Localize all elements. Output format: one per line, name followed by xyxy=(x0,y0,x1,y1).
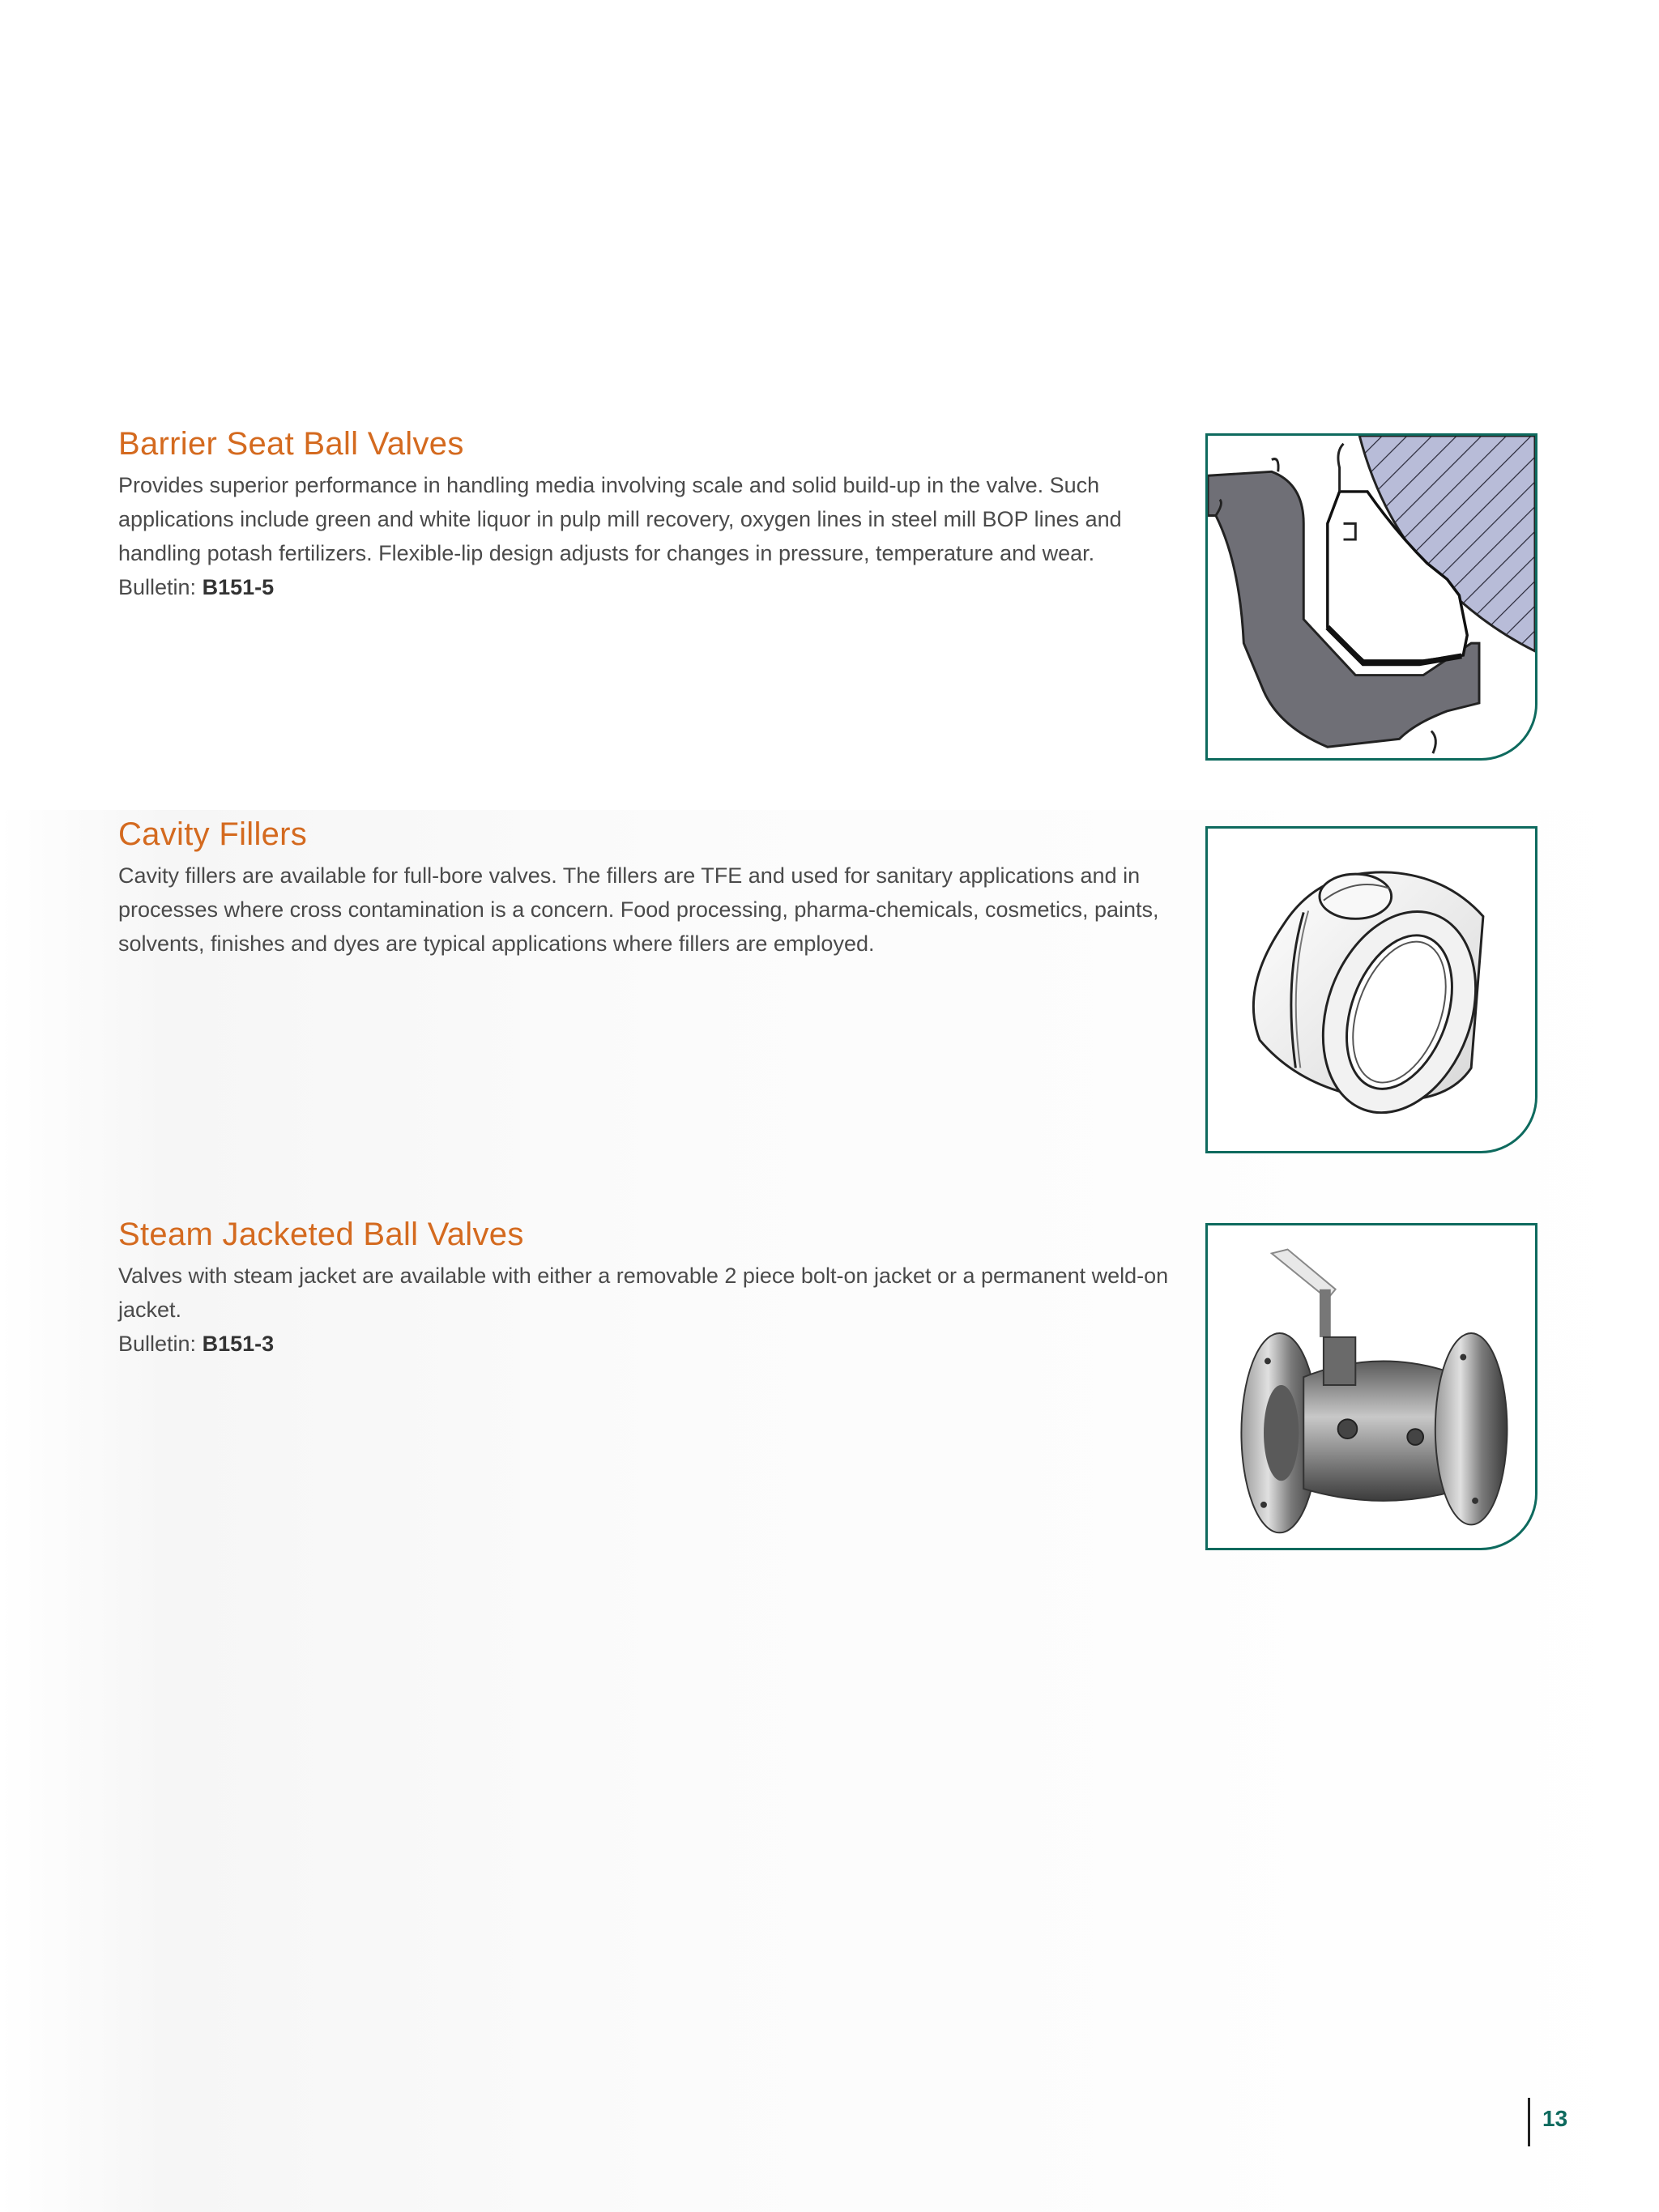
section-steam-jacketed xyxy=(118,1215,1188,1361)
section-cavity-fillers xyxy=(118,815,1188,961)
section-title: Steam Jacketed Ball Valves xyxy=(118,1217,524,1252)
section-body: Cavity fillers are available for full-bore valves. The fillers are TFE and used for sanitary applications and in processes where cross contamination is a concern. Food processing, pharma-chemicals, cosmetics, paints, solvents, finishes and dyes are typical applications where fillers are employed. xyxy=(118,863,1159,956)
section-title: Barrier Seat Ball Valves xyxy=(118,426,464,462)
bulletin-code: B151-5 xyxy=(202,575,275,599)
section-body: Provides superior performance in handling media involving scale and solid build-up in the valve. Such applications include green and white liquor in pulp mill recovery, oxygen lines in steel mill BOP lines and handling potash fertilizers. Flexible-lip design adjusts for changes in pressure, temperature and wear. xyxy=(118,473,1122,565)
bulletin-line xyxy=(118,1327,1188,1361)
section-barrier-seat xyxy=(118,424,1188,604)
barrier-seat-cross-section-image xyxy=(1205,433,1537,761)
bulletin-label: Bulletin: xyxy=(118,1332,197,1356)
page-number-divider xyxy=(1528,2098,1530,2146)
bulletin-code: B151-3 xyxy=(202,1332,275,1356)
page-number: 13 xyxy=(1542,2106,1568,2131)
section-title: Cavity Fillers xyxy=(118,816,308,852)
bulletin-line xyxy=(118,570,1188,604)
cavity-filler-image xyxy=(1205,826,1537,1153)
section-body: Valves with steam jacket are available with either a removable 2 piece bolt-on jacket or a permanent weld-on jacket. xyxy=(118,1264,1169,1322)
bulletin-label: Bulletin: xyxy=(118,575,197,599)
steam-jacketed-valve-photo xyxy=(1205,1223,1537,1550)
